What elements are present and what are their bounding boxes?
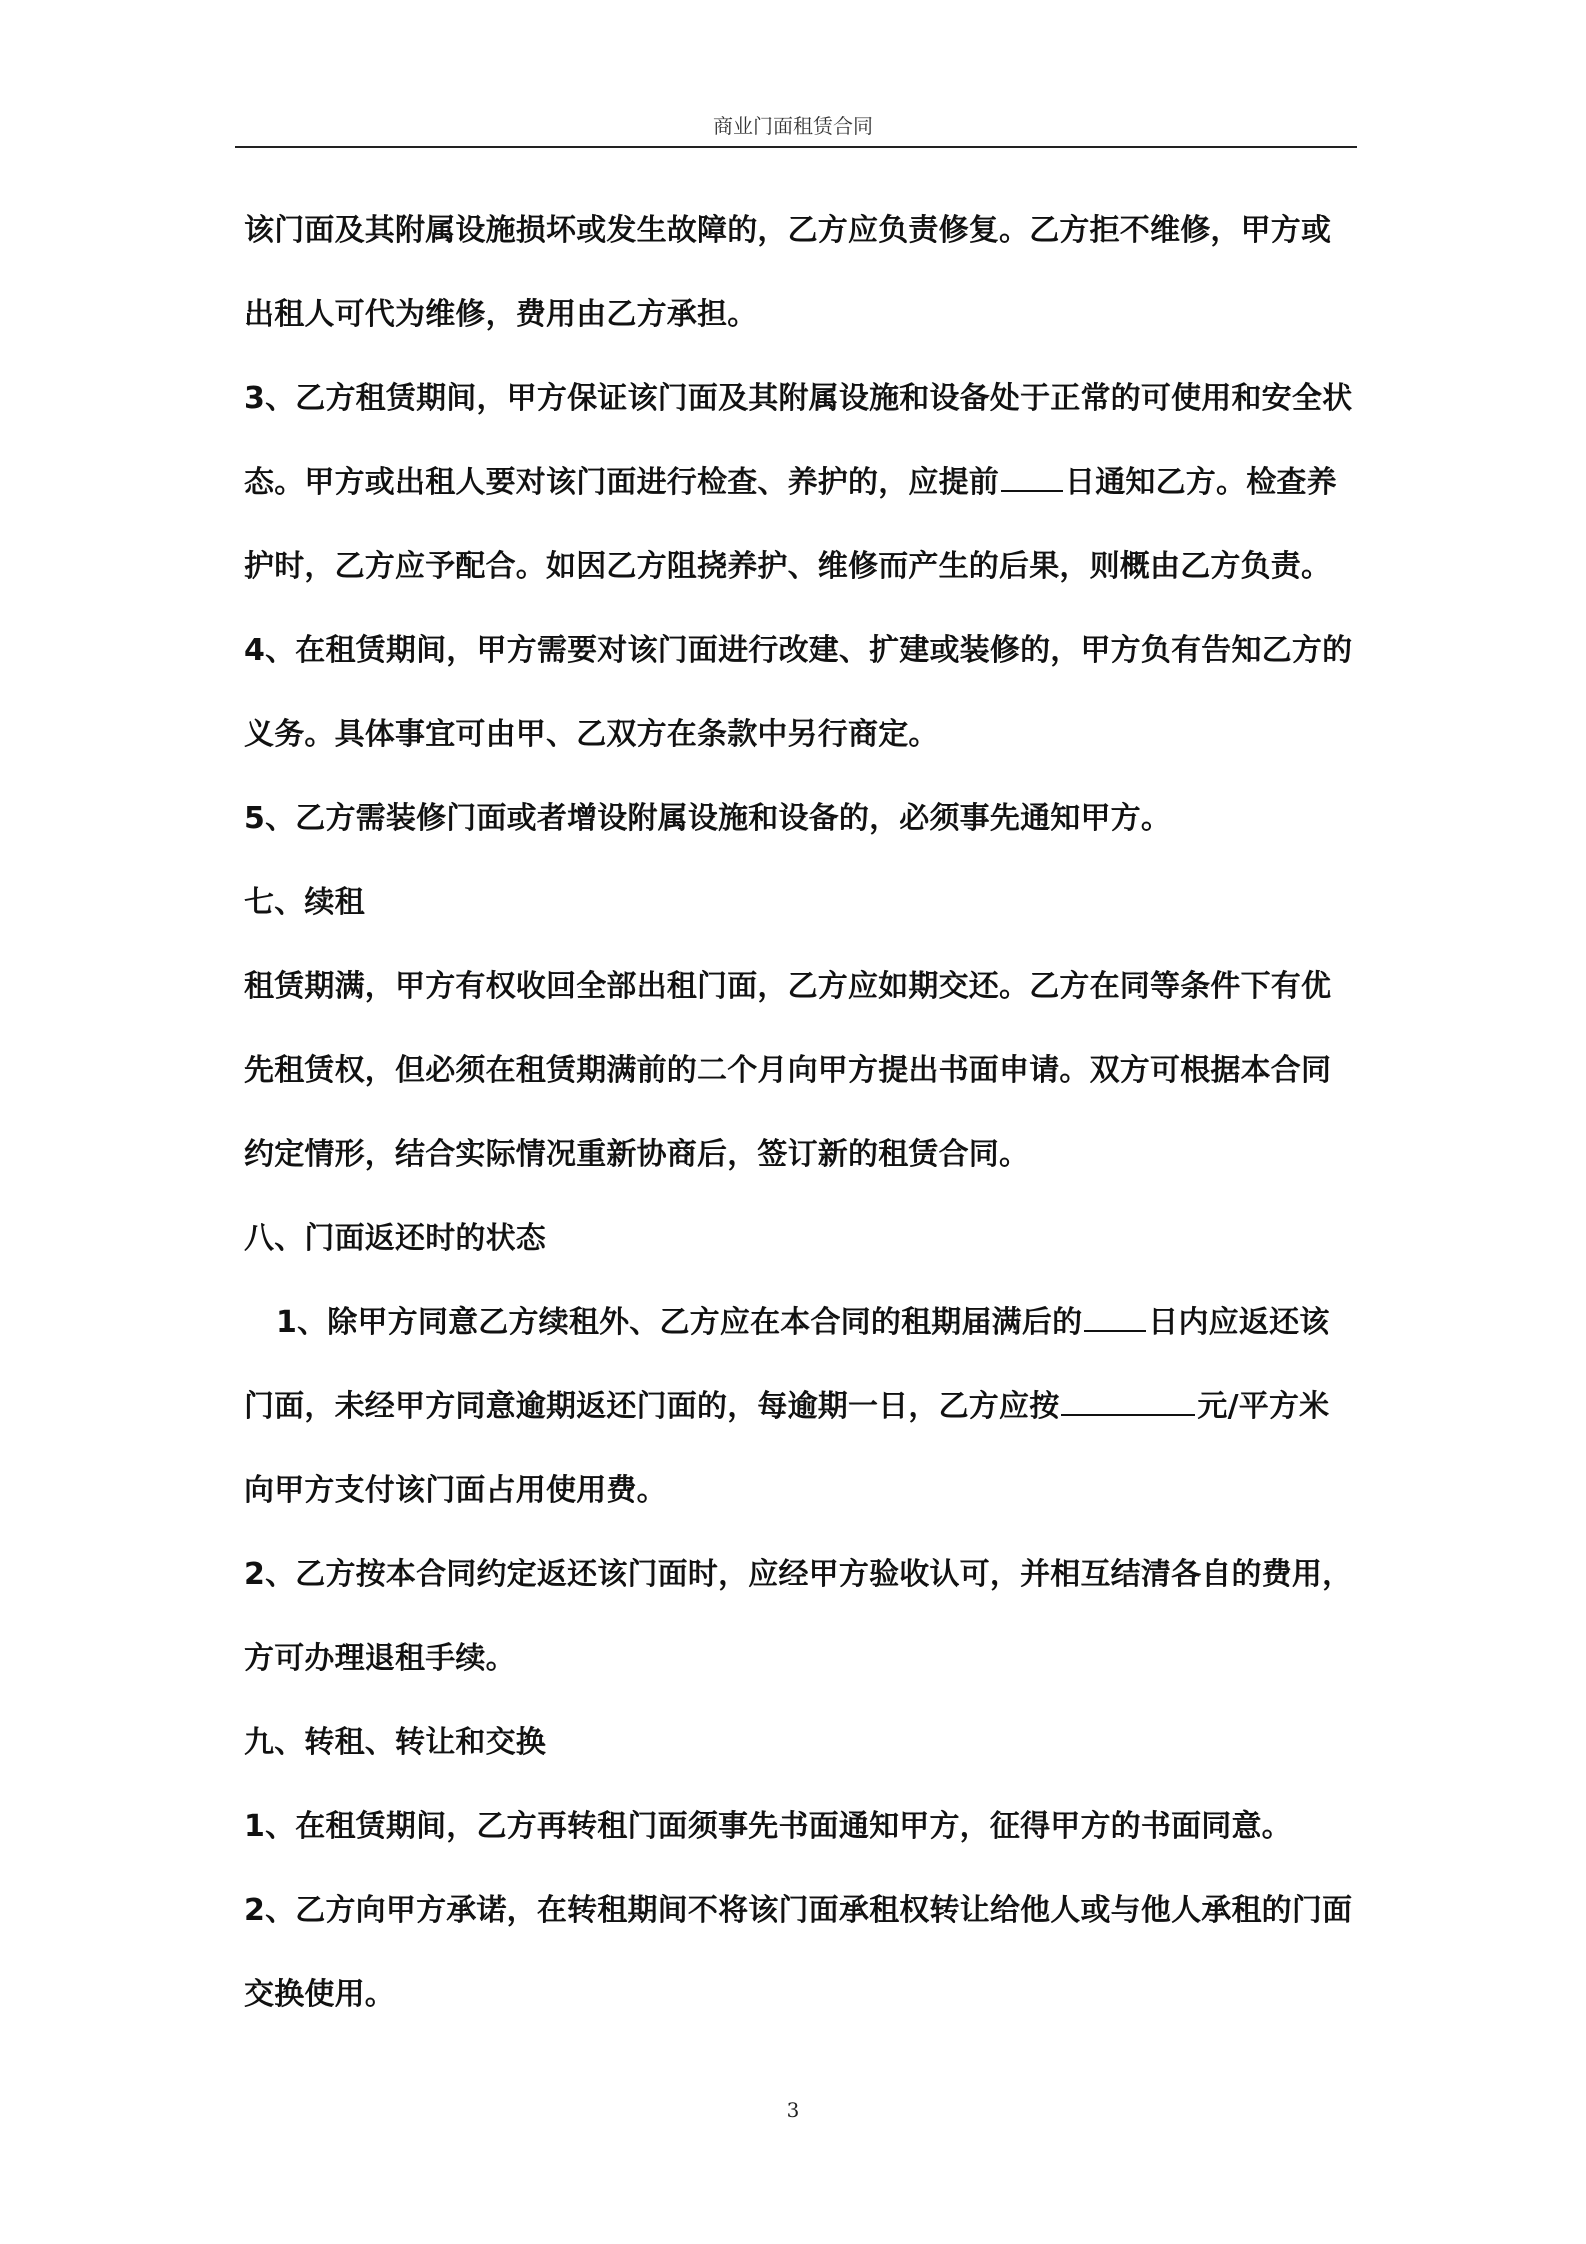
paragraph-line: 约定情形，结合实际情况重新协商后，签订新的租赁合同。	[244, 1137, 1030, 1172]
paragraph-line-with-blank	[244, 1374, 1369, 1458]
text-segment: 门面，未经甲方同意逾期返还门面的，每逾期一日，乙方应按	[244, 1389, 1060, 1424]
header-divider	[235, 146, 1357, 148]
section-heading-sublease: 九、转租、转让和交换	[244, 1725, 546, 1760]
clause-return-2-line: 2、乙方按本合同约定返还该门面时，应经甲方验收认可，并相互结清各自的费用，	[244, 1557, 1353, 1592]
clause-5-line: 5、乙方需装修门面或者增设附属设施和设备的，必须事先通知甲方。	[244, 801, 1172, 836]
paragraph-line: 向甲方支付该门面占用使用费。	[244, 1473, 667, 1508]
text-segment: 1、除甲方同意乙方续租外、乙方应在本合同的租期届满后的	[276, 1305, 1083, 1340]
clause-sublease-2-line: 2、乙方向甲方承诺，在转租期间不将该门面承租权转让给他人或与他人承租的门面	[244, 1893, 1353, 1928]
paragraph-line: 租赁期满，甲方有权收回全部出租门面，乙方应如期交还。乙方在同等条件下有优	[244, 969, 1332, 1004]
paragraph-line: 先租赁权，但必须在租赁期满前的二个月向甲方提出书面申请。双方可根据本合同	[244, 1053, 1332, 1088]
paragraph-line: 护时，乙方应予配合。如因乙方阻挠养护、维修而产生的后果，则概由乙方负责。	[244, 549, 1332, 584]
clause-return-1-line-with-blank	[244, 1290, 1369, 1374]
clause-sublease-1-line: 1、在租赁期间，乙方再转租门面须事先书面通知甲方，征得甲方的书面同意。	[244, 1809, 1292, 1844]
text-segment: 日内应返还该	[1148, 1305, 1330, 1340]
clause-3-line-with-blank	[244, 450, 1369, 534]
page-header-title: 商业门面租赁合同	[713, 114, 873, 138]
notice-days-blank	[1001, 464, 1063, 492]
paragraph-line: 方可办理退租手续。	[244, 1641, 516, 1676]
paragraph-line: 义务。具体事宜可由甲、乙双方在条款中另行商定。	[244, 717, 939, 752]
clause-3-line: 3、乙方租赁期间，甲方保证该门面及其附属设施和设备处于正常的可使用和安全状	[244, 381, 1353, 416]
text-segment: 元/平方米	[1197, 1389, 1330, 1424]
paragraph-line: 该门面及其附属设施损坏或发生故障的，乙方应负责修复。乙方拒不维修，甲方或	[244, 213, 1332, 248]
paragraph-line: 交换使用。	[244, 1977, 395, 2012]
fee-per-sqm-blank	[1061, 1388, 1195, 1416]
section-heading-renewal: 七、续租	[244, 885, 365, 920]
section-heading-return-state: 八、门面返还时的状态	[244, 1221, 546, 1256]
clause-4-line: 4、在租赁期间，甲方需要对该门面进行改建、扩建或装修的，甲方负有告知乙方的	[244, 633, 1353, 668]
page-number: 3	[786, 2098, 800, 2122]
return-days-blank	[1084, 1304, 1146, 1332]
text-segment: 态。甲方或出租人要对该门面进行检查、养护的，应提前	[244, 465, 999, 500]
paragraph-line: 出租人可代为维修，费用由乙方承担。	[244, 297, 758, 332]
text-segment: 日通知乙方。检查养	[1065, 465, 1337, 500]
contract-body	[244, 198, 1369, 2046]
